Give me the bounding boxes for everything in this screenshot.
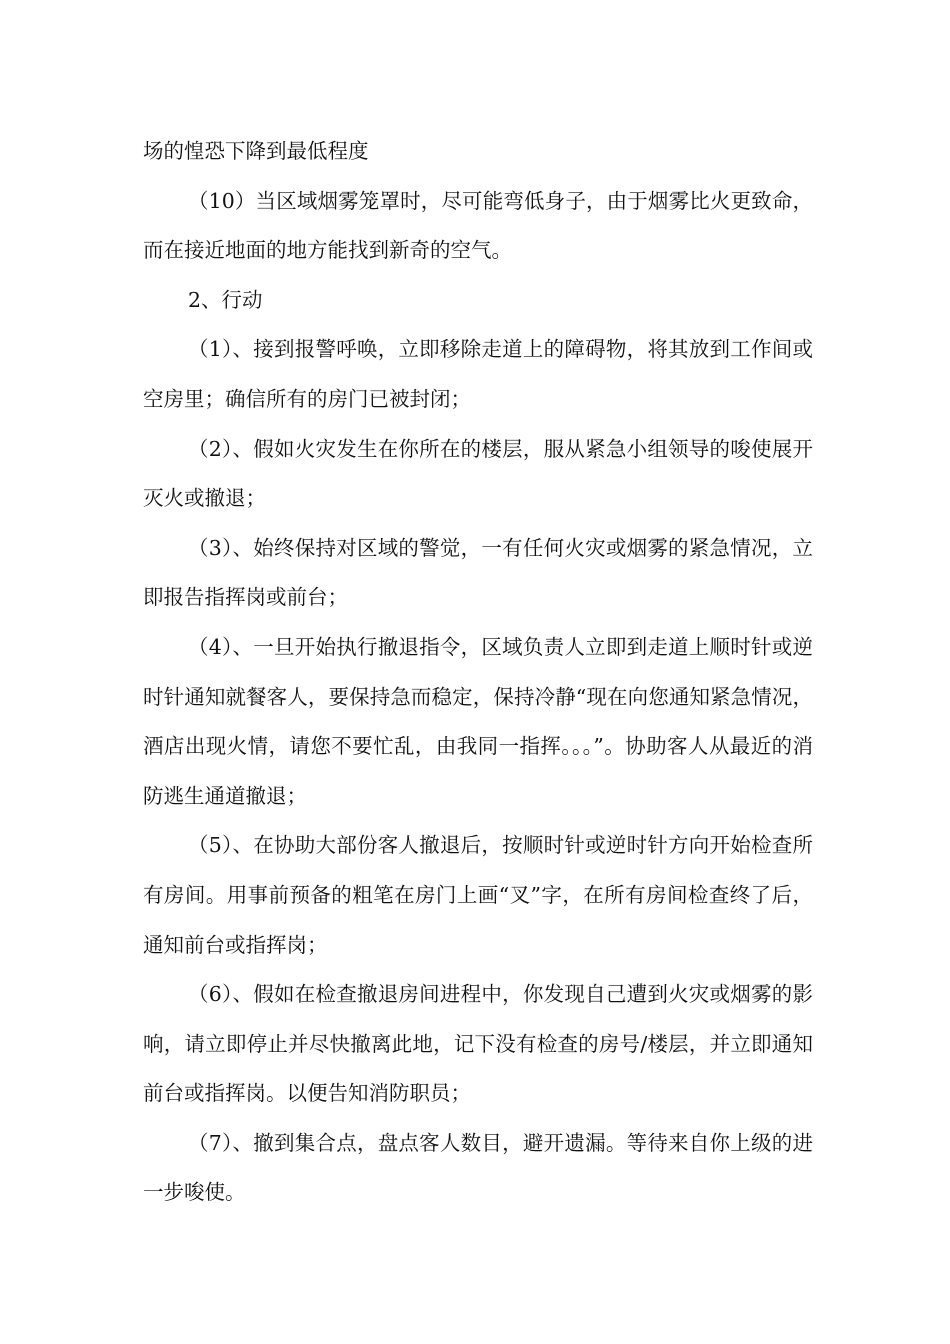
paragraph-action-2: （2）、假如火灾发生在你所在的楼层，服从紧急小组领导的唆使展开灭火或撤退；: [143, 436, 813, 511]
paragraph-action-7: （7）、撤到集合点，盘点客人数目，避开遗漏。等待来自你上级的进一步唆使。: [143, 1130, 813, 1205]
document-body: [143, 127, 813, 1218]
paragraph-action-3: （3）、始终保持对区域的警觉，一有任何火灾或烟雾的紧急情况，立即报告指挥岗或前台；: [143, 535, 813, 610]
paragraph-action-6: （6）、假如在检查撤退房间进程中，你发现自己遭到火灾或烟雾的影响，请立即停止并尽快撤离此地，记下没有检查的房号/楼层，并立即通知前台或指挥岗。以便告知消防职员；: [143, 982, 813, 1106]
paragraph-action-1: （1）、接到报警呼唤，立即移除走道上的障碍物，将其放到工作间或空房里；确信所有的房门已被封闭；: [143, 337, 813, 411]
section-heading-action: 2、行动: [188, 287, 263, 312]
paragraph-action-4: （4）、一旦开始执行撤退指令，区域负责人立即到走道上顺时针或逆时针通知就餐客人，要保持急而稳定，保持冷静“现在向您通知紧急情况，酒店出现火情，请您不要忙乱，由我同一指挥。。。”。协助客人从最近的消防逃生通道撤退；: [143, 634, 813, 808]
paragraph-continuation: 场的惶恐下降到最低程度: [143, 139, 369, 163]
paragraph-action-5: （5）、在协助大部份客人撤退后，按顺时针或逆时针方向开始检查所有房间。用事前预备的粗笔在房门上画“叉”字，在所有房间检查终了后，通知前台或指挥岗；: [143, 833, 813, 957]
paragraph-item-10: （10）当区域烟雾笼罩时，尽可能弯低身子，由于烟雾比火更致命，而在接近地面的地方能找到新奇的空气。: [143, 188, 813, 263]
